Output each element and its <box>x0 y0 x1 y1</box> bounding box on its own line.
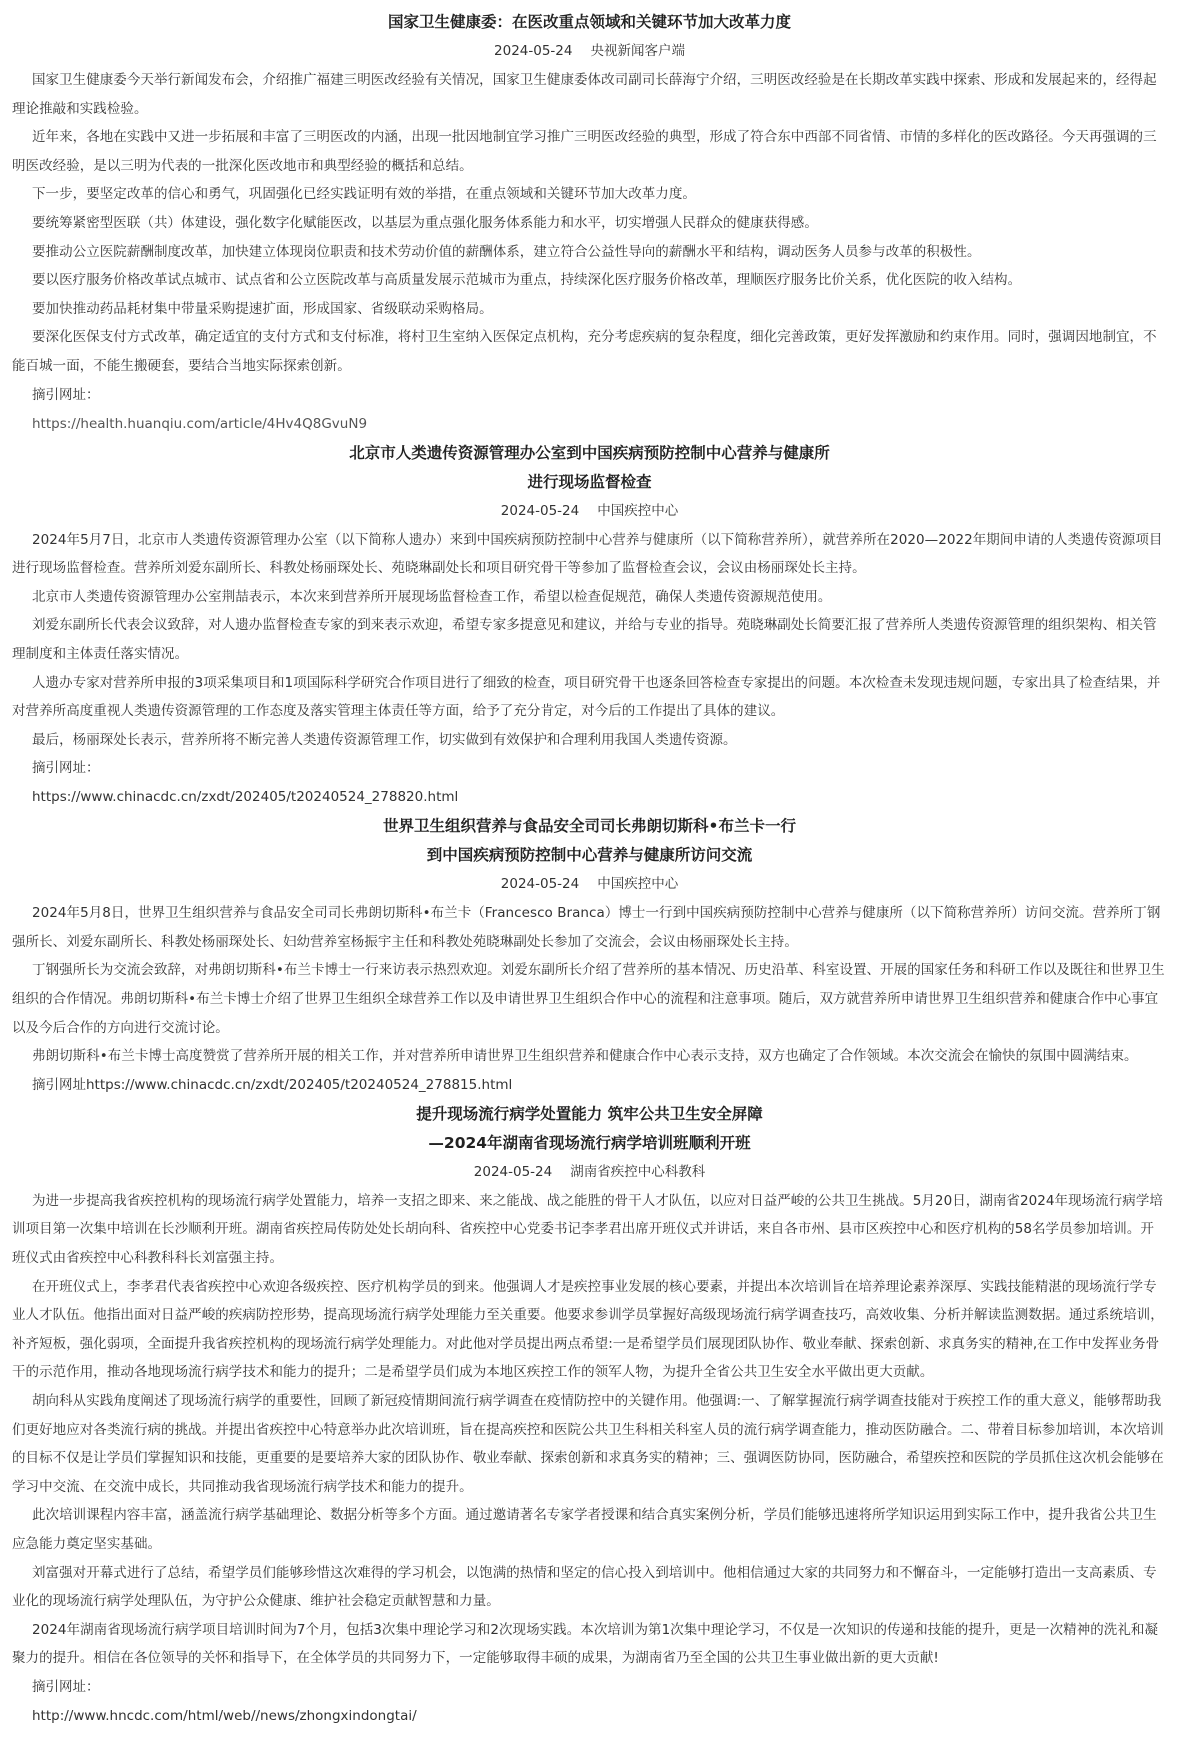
article-date: 2024-05-24 <box>500 876 580 893</box>
article-1 <box>12 8 1167 439</box>
paragraph: 2024年湖南省现场流行病学项目培训时间为7个月，包括3次集中理论学习和2次现场实践。本次培训为第1次集中理论学习，不仅是一次知识的传递和技能的提升，更是一次精神的洗礼和凝聚力的提升。相信在各位领导的关怀和指导下，在全体学员的共同努力下，一定能够取得丰硕的成果，为湖南省乃至全国的公共卫生事业做出新的更大贡献! <box>12 1621 1159 1667</box>
paragraph: 在开班仪式上，李孝君代表省疾控中心欢迎各级疾控、医疗机构学员的到来。他强调人才是疾控事业发展的核心要素，并提出本次培训旨在培养理论素养深厚、实践技能精湛的现场流行学专业人才队伍。他指出面对日益严峻的疾病防控形势，提高现场流行病学处理能力至关重要。他要求参训学员掌握好高级现场流行病学调查技巧，高效收集、分析并解读监测数据。通过系统培训，补齐短板，强化弱项，全面提升我省疾控机构的现场流行病学处理能力。对此他对学员提出两点希望:一是希望学员们展现团队协作、敬业奉献、探索创新、求真务实的精神,在工作中发挥业务骨干的示范作用，推动各地现场流行病学技术和能力的提升；二是希望学员们成为本地区疾控工作的领军人物，为提升全省公共卫生安全水平做出更大贡献。 <box>12 1278 1164 1381</box>
citation-label: 摘引网址： <box>32 386 100 403</box>
citation-url[interactable]: https://www.chinacdc.cn/zxdt/202405/t20240524_278820.html <box>32 789 459 806</box>
article-meta <box>12 1158 1167 1187</box>
article-3 <box>12 812 1167 1100</box>
paragraph: 刘富强对开幕式进行了总结，希望学员们能够珍惜这次难得的学习机会，以饱满的热情和坚定的信心投入到培训中。他相信通过大家的共同努力和不懈奋斗，一定能够打造出一支高素质、专业化的现场流行病学处理队伍，为守护公众健康、维护社会稳定贡献智慧和力量。 <box>12 1564 1157 1610</box>
paragraph: 要以医疗服务价格改革试点城市、试点省和公立医院改革与高质量发展示范城市为重点，持续深化医疗服务价格改革，理顺医疗服务比价关系，优化医院的收入结构。 <box>32 272 1022 289</box>
article-title-line-1: 提升现场流行病学处置能力 筑牢公共卫生安全屏障 <box>416 1104 763 1123</box>
paragraph: 下一步，要坚定改革的信心和勇气，巩固强化已经实践证明有效的举措，在重点领域和关键环节加大改革力度。 <box>32 186 696 203</box>
paragraph: 此次培训课程内容丰富，涵盖流行病学基础理论、数据分析等多个方面。通过邀请著名专家学者授课和结合真实案例分析，学员们能够迅速将所学知识运用到实际工作中，提升我省公共卫生应急能力奠定坚实基础。 <box>12 1507 1157 1552</box>
paragraph: 要深化医保支付方式改革，确定适宜的支付方式和支付标准，将村卫生室纳入医保定点机构，充分考虑疾病的复杂程度，细化完善政策，更好发挥激励和约束作用。同时，强调因地制宜，不能百城一面，不能生搬硬套，要结合当地实际探索创新。 <box>12 329 1157 374</box>
paragraph: 近年来，各地在实践中又进一步拓展和丰富了三明医改的内涵，出现一批因地制宜学习推广三明医改经验的典型，形成了符合东中西部不同省情、市情的多样化的医改路径。今天再强调的三明医改经验，是以三明为代表的一批深化医改地市和典型经验的概括和总结。 <box>12 129 1157 174</box>
article-meta <box>12 870 1167 899</box>
paragraph: 最后，杨丽琛处长表示，营养所将不断完善人类遗传资源管理工作，切实做到有效保护和合理利用我国人类遗传资源。 <box>32 731 737 748</box>
article-meta <box>12 497 1167 526</box>
paragraph: 要推动公立医院薪酬制度改革，加快建立体现岗位职责和技术劳动价值的薪酬体系，建立符合公益性导向的薪酬水平和结构，调动医务人员参与改革的积极性。 <box>32 243 981 260</box>
article-source: 中国疾控中心 <box>597 876 679 893</box>
article-4 <box>12 1100 1167 1731</box>
article-title-line-2: 进行现场监督检查 <box>527 472 652 491</box>
paragraph: 为进一步提高我省疾控机构的现场流行病学处置能力，培养一支招之即来、来之能战、战之能胜的骨干人才队伍，以应对日益严峻的公共卫生挑战。5月20日，湖南省2024年现场流行病学培训项目第一次集中培训在长沙顺利开班。湖南省疾控局传防处处长胡向科、省疾控中心党委书记李孝君出席开班仪式并讲话，来自各市州、县市区疾控中心和医疗机构的58名学员参加培训。开班仪式由省疾控中心科教科科长刘富强主持。 <box>12 1192 1163 1267</box>
article-title-line-1: 北京市人类遗传资源管理办公室到中国疾病预防控制中心营养与健康所 <box>349 443 830 462</box>
article-date: 2024-05-24 <box>500 502 580 519</box>
paragraph: 刘爱东副所长代表会议致辞，对人遗办监督检查专家的到来表示欢迎，希望专家多提意见和建议，并给与专业的指导。苑晓琳副处长简要汇报了营养所人类遗传资源管理的组织架构、相关管理制度和主体责任落实情况。 <box>12 617 1157 662</box>
article-title-line-2: —2024年湖南省现场流行病学培训班顺利开班 <box>428 1133 751 1152</box>
article-source: 湖南省疾控中心科教科 <box>570 1163 706 1180</box>
citation-url[interactable]: http://www.hncdc.com/html/web//news/zhongxindongtai/ <box>32 1707 417 1724</box>
article-title: 国家卫生健康委：在医改重点领域和关键环节加大改革力度 <box>387 13 791 31</box>
article-2 <box>12 439 1167 813</box>
citation-url[interactable]: https://www.chinacdc.cn/zxdt/202405/t20240524_278815.html <box>86 1076 513 1093</box>
paragraph: 北京市人类遗传资源管理办公室荆喆表示，本次来到营养所开展现场监督检查工作，希望以检查促规范，确保人类遗传资源规范使用。 <box>32 588 832 605</box>
paragraph: 2024年5月7日，北京市人类遗传资源管理办公室（以下简称人遗办）来到中国疾病预防控制中心营养与健康所（以下简称营养所），就营养所在2020—2022年期间申请的人类遗传资源项目进行现场监督检查。营养所刘爱东副所长、科教处杨丽琛处长、苑晓琳副处长和项目研究骨干等参加了监督检查会议，会议由杨丽琛处长主持。 <box>12 531 1163 577</box>
citation-label: 摘引网址： <box>32 1678 100 1695</box>
article-title-line-1: 世界卫生组织营养与食品安全司司长弗朗切斯科•布兰卡一行 <box>383 817 796 836</box>
article-title-line-2: 到中国疾病预防控制中心营养与健康所访问交流 <box>426 846 753 865</box>
paragraph: 丁钢强所长为交流会致辞，对弗朗切斯科•布兰卡博士一行来访表示热烈欢迎。刘爱东副所长介绍了营养所的基本情况、历史沿革、科室设置、开展的国家任务和科研工作以及既往和世界卫生组织的合作情况。弗朗切斯科•布兰卡博士介绍了世界卫生组织全球营养工作以及申请世界卫生组织合作中心的流程和注意事项。随后，双方就营养所申请世界卫生组织营养和健康合作中心事宜以及今后合作的方向进行交流讨论。 <box>12 962 1165 1036</box>
paragraph: 弗朗切斯科•布兰卡博士高度赞赏了营养所开展的相关工作，并对营养所申请世界卫生组织营养和健康合作中心表示支持，双方也确定了合作领域。本次交流会在愉快的氛围中圆满结束。 <box>32 1048 1138 1065</box>
article-meta <box>12 37 1167 66</box>
citation <box>12 1071 1167 1100</box>
paragraph: 胡向科从实践角度阐述了现场流行病学的重要性，回顾了新冠疫情期间流行病学调查在疫情防控中的关键作用。他强调:一、了解掌握流行病学调查技能对于疾控工作的重大意义，能够帮助我们更好地应对各类流行病的挑战。并提出省疾控中心特意举办此次培训班，旨在提高疾控和医院公共卫生科相关科室人员的流行病学调查能力，推动医防融合。二、带着目标参加培训，本次培训的目标不仅是让学员们掌握知识和技能，更重要的是要培养大家的团队协作、敬业奉献、探索创新和求真务实的精神；三、强调医防协同，医防融合，希望疾控和医院的学员抓住这次机会能够在学习中交流、在交流中成长，共同推动我省现场流行病学技术和能力的提升。 <box>12 1393 1164 1495</box>
citation-label: 摘引网址： <box>32 760 100 777</box>
citation-url[interactable]: https://health.huanqiu.com/article/4Hv4Q8GvuN9 <box>32 415 368 432</box>
article-source: 中国疾控中心 <box>597 502 679 519</box>
article-source: 央视新闻客户端 <box>590 43 685 59</box>
paragraph: 要统筹紧密型医联（共）体建设，强化数字化赋能医改，以基层为重点强化服务体系能力和水平，切实增强人民群众的健康获得感。 <box>32 214 818 231</box>
paragraph: 人遗办专家对营养所申报的3项采集项目和1项国际科学研究合作项目进行了细致的检查，项目研究骨干也逐条回答检查专家提出的问题。本次检查未发现违规问题，专家出具了检查结果，并对营养所高度重视人类遗传资源管理的工作态度及落实管理主体责任等方面，给予了充分肯定，对今后的工作提出了具体的建议。 <box>12 674 1161 720</box>
paragraph: 要加快推动药品耗材集中带量采购提速扩面，形成国家、省级联动采购格局。 <box>32 300 493 317</box>
paragraph: 国家卫生健康委今天举行新闻发布会，介绍推广福建三明医改经验有关情况，国家卫生健康委体改司副司长薛海宁介绍，三明医改经验是在长期改革实践中探索、形成和发展起来的，经得起理论推敲和实践检验。 <box>12 72 1157 117</box>
paragraph: 2024年5月8日，世界卫生组织营养与食品安全司司长弗朗切斯科•布兰卡（Francesco Branca）博士一行到中国疾病预防控制中心营养与健康所（以下简称营养所）访问交流。营养所丁钢强所长、刘爱东副所长、科教处杨丽琛处长、妇幼营养室杨振宇主任和科教处苑晓琳副处长参加了交流会，会议由杨丽琛处长主持。 <box>12 905 1161 950</box>
article-date: 2024-05-24 <box>473 1163 553 1180</box>
citation-label: 摘引网址 <box>32 1076 86 1093</box>
article-date: 2024-05-24 <box>494 43 573 59</box>
